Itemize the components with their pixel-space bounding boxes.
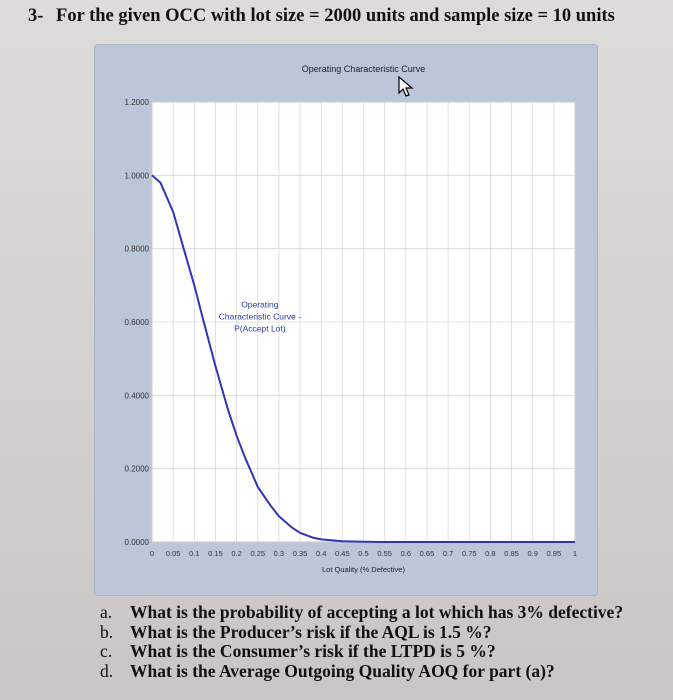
y-tick-label: 1.0000: [124, 171, 149, 181]
x-tick-label: 0.55: [377, 549, 392, 558]
x-tick-label: 0.2: [231, 549, 242, 558]
y-tick-label: 0.8000: [124, 244, 149, 254]
x-axis-label: Lot Quality (% Defective): [322, 565, 405, 574]
oc-chart-svg: [94, 44, 598, 596]
x-tick-label: 0.75: [461, 549, 477, 558]
y-tick-label: 0.0000: [124, 538, 149, 547]
question-text: What is the Consumer’s risk if the LTPD is 5 %?: [130, 641, 496, 661]
x-tick-label: 0.35: [292, 549, 308, 558]
x-tick-label: 0.65: [419, 549, 435, 558]
x-tick-label: 1: [572, 549, 578, 558]
x-tick-label: 0.4: [315, 549, 327, 558]
question-label: a.: [100, 602, 113, 622]
y-tick-label: 0.4000: [124, 391, 149, 401]
question-item-a: [100, 603, 660, 623]
question-item-c: [100, 642, 660, 662]
question-label: b.: [100, 621, 114, 642]
x-tick-label: 0.85: [504, 549, 519, 558]
curve-annotation-label: Characteristic Curve -: [218, 311, 301, 322]
chart-title: Operating Characteristic Curve: [301, 64, 426, 74]
question-label: c.: [100, 641, 113, 661]
question-text: What is the Producer’s risk if the AQL is 1.5 %?: [130, 621, 492, 642]
question-text: What is the Average Outgoing Quality AOQ for part (a)?: [130, 660, 555, 681]
x-tick-label: 0.15: [208, 549, 223, 558]
y-tick-label: 0.6000: [124, 318, 149, 327]
question-number: 3-: [28, 6, 44, 26]
curve-annotation-label: Operating: [241, 299, 279, 310]
x-tick-label: 0.3: [273, 549, 285, 558]
x-tick-label: 0.45: [335, 549, 350, 558]
y-tick-label: 1.2000: [124, 98, 149, 107]
question-item-d: [100, 662, 660, 682]
question-text: What is the probability of accepting a lot which has 3% defective?: [130, 602, 624, 622]
oc-chart: [94, 44, 598, 596]
question-item-b: [100, 623, 660, 643]
question-title: For the given OCC with lot size = 2000 units and sample size = 10 units: [56, 6, 615, 26]
y-tick-label: 0.2000: [124, 464, 149, 474]
x-tick-label: 0.7: [442, 549, 454, 558]
x-tick-label: 0.6: [400, 549, 412, 558]
x-tick-label: 0.1: [189, 549, 200, 558]
x-tick-label: 0.5: [358, 549, 369, 558]
x-tick-label: 0.05: [165, 549, 181, 558]
x-tick-label: 0.8: [485, 549, 496, 558]
mouse-cursor-icon: [398, 76, 416, 103]
curve-annotation-label: P(Accept Lot): [234, 323, 286, 334]
x-tick-label: 0.9: [527, 549, 538, 558]
question-header: [28, 6, 615, 27]
x-tick-label: 0.25: [250, 549, 266, 558]
x-tick-label: 0: [149, 549, 155, 558]
question-label: d.: [100, 660, 114, 681]
x-tick-label: 0.95: [546, 549, 562, 558]
question-list: [100, 603, 660, 681]
